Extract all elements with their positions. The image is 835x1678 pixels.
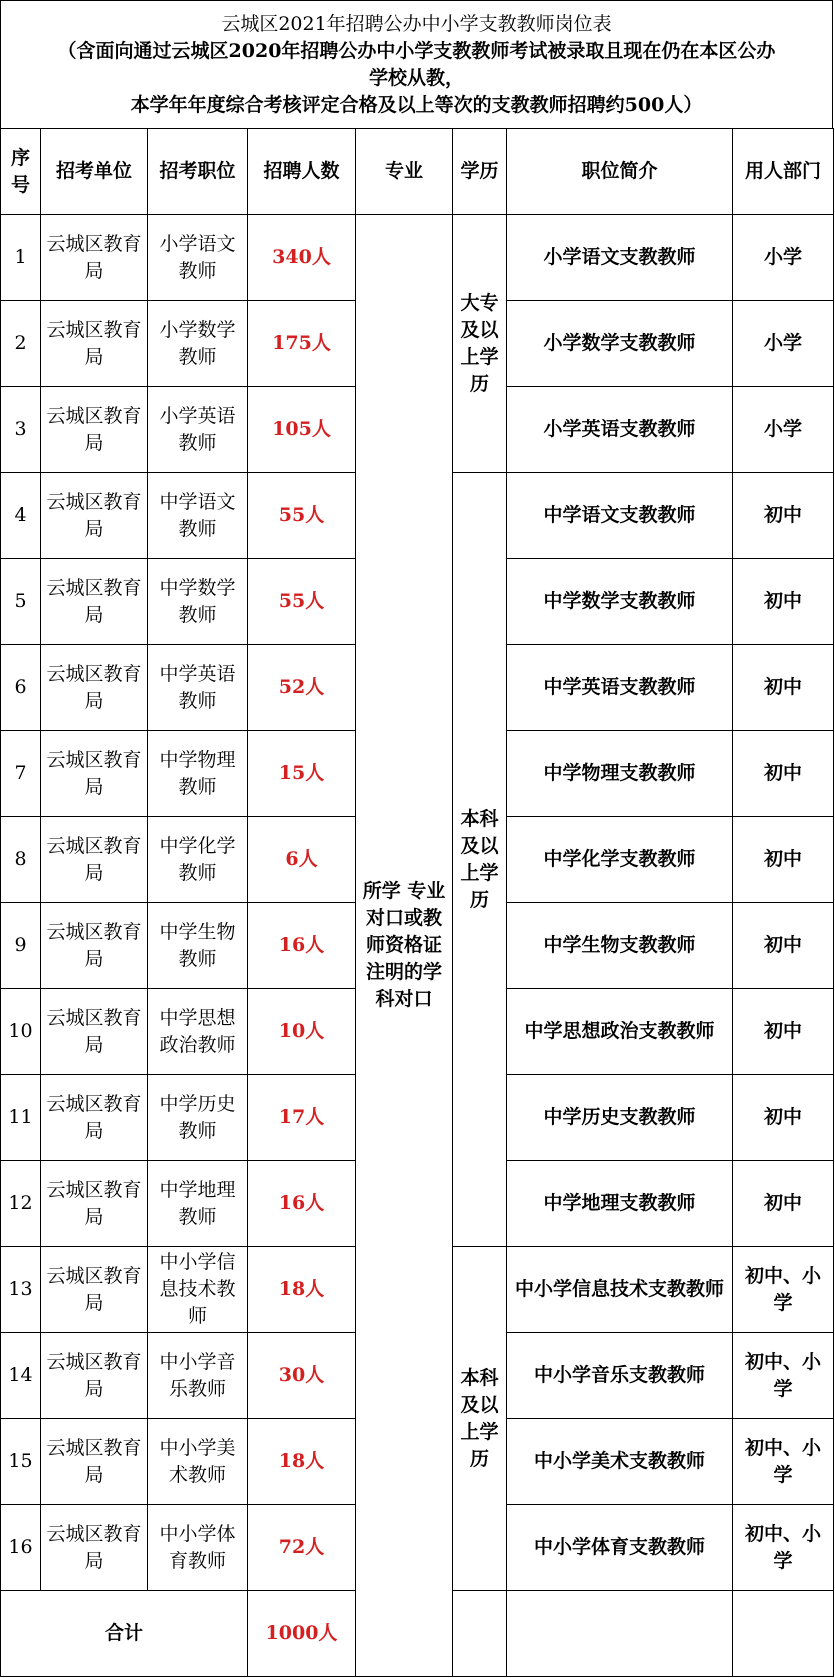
cell-seq: 14 — [1, 1333, 41, 1419]
cell-intro: 小学数学支教教师 — [507, 301, 733, 387]
total-empty-dept — [733, 1591, 834, 1677]
cell-dept: 初中 — [733, 903, 834, 989]
cell-dept: 初中、小学 — [733, 1505, 834, 1591]
cell-intro: 中学地理支教教师 — [507, 1161, 733, 1247]
cell-intro: 中学物理支教教师 — [507, 731, 733, 817]
title-line-2: （含面向通过云城区2020年招聘公办中小学支教教师考试被录取且现在仍在本区公办 — [57, 39, 776, 62]
cell-dept: 小学 — [733, 301, 834, 387]
cell-unit: 云城区教育局 — [41, 817, 148, 903]
cell-intro: 中学数学支教教师 — [507, 559, 733, 645]
cell-seq: 16 — [1, 1505, 41, 1591]
cell-position: 中学物理教师 — [148, 731, 248, 817]
cell-count: 16人 — [248, 1161, 356, 1247]
cell-unit: 云城区教育局 — [41, 1505, 148, 1591]
cell-unit: 云城区教育局 — [41, 559, 148, 645]
cell-position: 小学数学教师 — [148, 301, 248, 387]
total-empty-education — [453, 1591, 507, 1677]
cell-intro: 中学化学支教教师 — [507, 817, 733, 903]
cell-unit: 云城区教育局 — [41, 215, 148, 301]
cell-unit: 云城区教育局 — [41, 301, 148, 387]
cell-unit: 云城区教育局 — [41, 1419, 148, 1505]
cell-position: 中学英语教师 — [148, 645, 248, 731]
cell-dept: 初中 — [733, 473, 834, 559]
cell-dept: 初中 — [733, 1161, 834, 1247]
cell-intro: 小学语文支教教师 — [507, 215, 733, 301]
cell-dept: 初中、小学 — [733, 1333, 834, 1419]
cell-intro: 中小学信息技术支教教师 — [507, 1247, 733, 1333]
cell-seq: 10 — [1, 989, 41, 1075]
cell-intro: 中学历史支教教师 — [507, 1075, 733, 1161]
cell-position: 中学生物教师 — [148, 903, 248, 989]
cell-seq: 4 — [1, 473, 41, 559]
cell-count: 175人 — [248, 301, 356, 387]
cell-unit: 云城区教育局 — [41, 645, 148, 731]
cell-position: 中小学信息技术教师 — [148, 1247, 248, 1333]
header-position: 招考职位 — [148, 129, 248, 215]
cell-position: 中学思想政治教师 — [148, 989, 248, 1075]
total-count: 1000人 — [248, 1591, 356, 1677]
cell-dept: 初中 — [733, 559, 834, 645]
cell-seq: 5 — [1, 559, 41, 645]
cell-unit: 云城区教育局 — [41, 1333, 148, 1419]
cell-intro: 中小学体育支教教师 — [507, 1505, 733, 1591]
header-education: 学历 — [453, 129, 507, 215]
header-intro: 职位简介 — [507, 129, 733, 215]
cell-unit: 云城区教育局 — [41, 473, 148, 559]
cell-position: 小学语文教师 — [148, 215, 248, 301]
cell-unit: 云城区教育局 — [41, 903, 148, 989]
cell-position: 中学语文教师 — [148, 473, 248, 559]
header-unit: 招考单位 — [41, 129, 148, 215]
header-major: 专业 — [356, 129, 453, 215]
cell-count: 340人 — [248, 215, 356, 301]
cell-seq: 7 — [1, 731, 41, 817]
positions-table — [0, 128, 834, 1677]
title-line-3: 学校从教， — [368, 66, 464, 89]
total-label: 合计 — [1, 1591, 248, 1677]
cell-dept: 小学 — [733, 387, 834, 473]
cell-seq: 8 — [1, 817, 41, 903]
cell-count: 72人 — [248, 1505, 356, 1591]
table-row — [1, 215, 834, 301]
cell-unit: 云城区教育局 — [41, 1247, 148, 1333]
cell-position: 小学英语教师 — [148, 387, 248, 473]
cell-position: 中学数学教师 — [148, 559, 248, 645]
cell-seq: 3 — [1, 387, 41, 473]
cell-count: 10人 — [248, 989, 356, 1075]
cell-intro: 中小学美术支教教师 — [507, 1419, 733, 1505]
cell-dept: 初中 — [733, 989, 834, 1075]
cell-count: 55人 — [248, 559, 356, 645]
cell-dept: 初中 — [733, 731, 834, 817]
cell-education: 本科及以上学历 — [453, 1247, 507, 1591]
cell-count: 30人 — [248, 1333, 356, 1419]
cell-seq: 9 — [1, 903, 41, 989]
cell-major: 所学 专业对口或教师资格证注明的学科对口 — [356, 215, 453, 1677]
cell-seq: 12 — [1, 1161, 41, 1247]
cell-seq: 11 — [1, 1075, 41, 1161]
cell-seq: 6 — [1, 645, 41, 731]
total-empty-intro — [507, 1591, 733, 1677]
cell-unit: 云城区教育局 — [41, 1161, 148, 1247]
cell-dept: 初中 — [733, 817, 834, 903]
title-line-4: 本学年年度综合考核评定合格及以上等次的支教教师招聘约500人） — [130, 93, 703, 116]
title-line-1: 云城区2021年招聘公办中小学支教教师岗位表 — [221, 12, 612, 35]
cell-unit: 云城区教育局 — [41, 387, 148, 473]
table-title — [0, 0, 833, 128]
cell-position: 中学化学教师 — [148, 817, 248, 903]
cell-count: 52人 — [248, 645, 356, 731]
cell-unit: 云城区教育局 — [41, 989, 148, 1075]
cell-dept: 小学 — [733, 215, 834, 301]
cell-seq: 15 — [1, 1419, 41, 1505]
cell-intro: 中学语文支教教师 — [507, 473, 733, 559]
cell-education: 大专及以上学历 — [453, 215, 507, 473]
header-seq: 序号 — [1, 129, 41, 215]
cell-count: 15人 — [248, 731, 356, 817]
cell-position: 中小学音乐教师 — [148, 1333, 248, 1419]
cell-position: 中学历史教师 — [148, 1075, 248, 1161]
cell-position: 中小学美术教师 — [148, 1419, 248, 1505]
cell-intro: 中小学音乐支教教师 — [507, 1333, 733, 1419]
cell-education: 本科及以上学历 — [453, 473, 507, 1247]
cell-count: 17人 — [248, 1075, 356, 1161]
cell-count: 18人 — [248, 1247, 356, 1333]
cell-position: 中学地理教师 — [148, 1161, 248, 1247]
cell-seq: 1 — [1, 215, 41, 301]
cell-count: 55人 — [248, 473, 356, 559]
header-count: 招聘人数 — [248, 129, 356, 215]
cell-count: 16人 — [248, 903, 356, 989]
cell-count: 6人 — [248, 817, 356, 903]
cell-intro: 小学英语支教教师 — [507, 387, 733, 473]
header-dept: 用人部门 — [733, 129, 834, 215]
cell-seq: 13 — [1, 1247, 41, 1333]
header-row — [1, 129, 834, 215]
cell-intro: 中学生物支教教师 — [507, 903, 733, 989]
cell-dept: 初中 — [733, 645, 834, 731]
cell-dept: 初中、小学 — [733, 1419, 834, 1505]
cell-unit: 云城区教育局 — [41, 1075, 148, 1161]
cell-count: 105人 — [248, 387, 356, 473]
cell-intro: 中学思想政治支教教师 — [507, 989, 733, 1075]
cell-seq: 2 — [1, 301, 41, 387]
cell-dept: 初中 — [733, 1075, 834, 1161]
cell-intro: 中学英语支教教师 — [507, 645, 733, 731]
cell-dept: 初中、小学 — [733, 1247, 834, 1333]
cell-position: 中小学体育教师 — [148, 1505, 248, 1591]
cell-unit: 云城区教育局 — [41, 731, 148, 817]
cell-count: 18人 — [248, 1419, 356, 1505]
